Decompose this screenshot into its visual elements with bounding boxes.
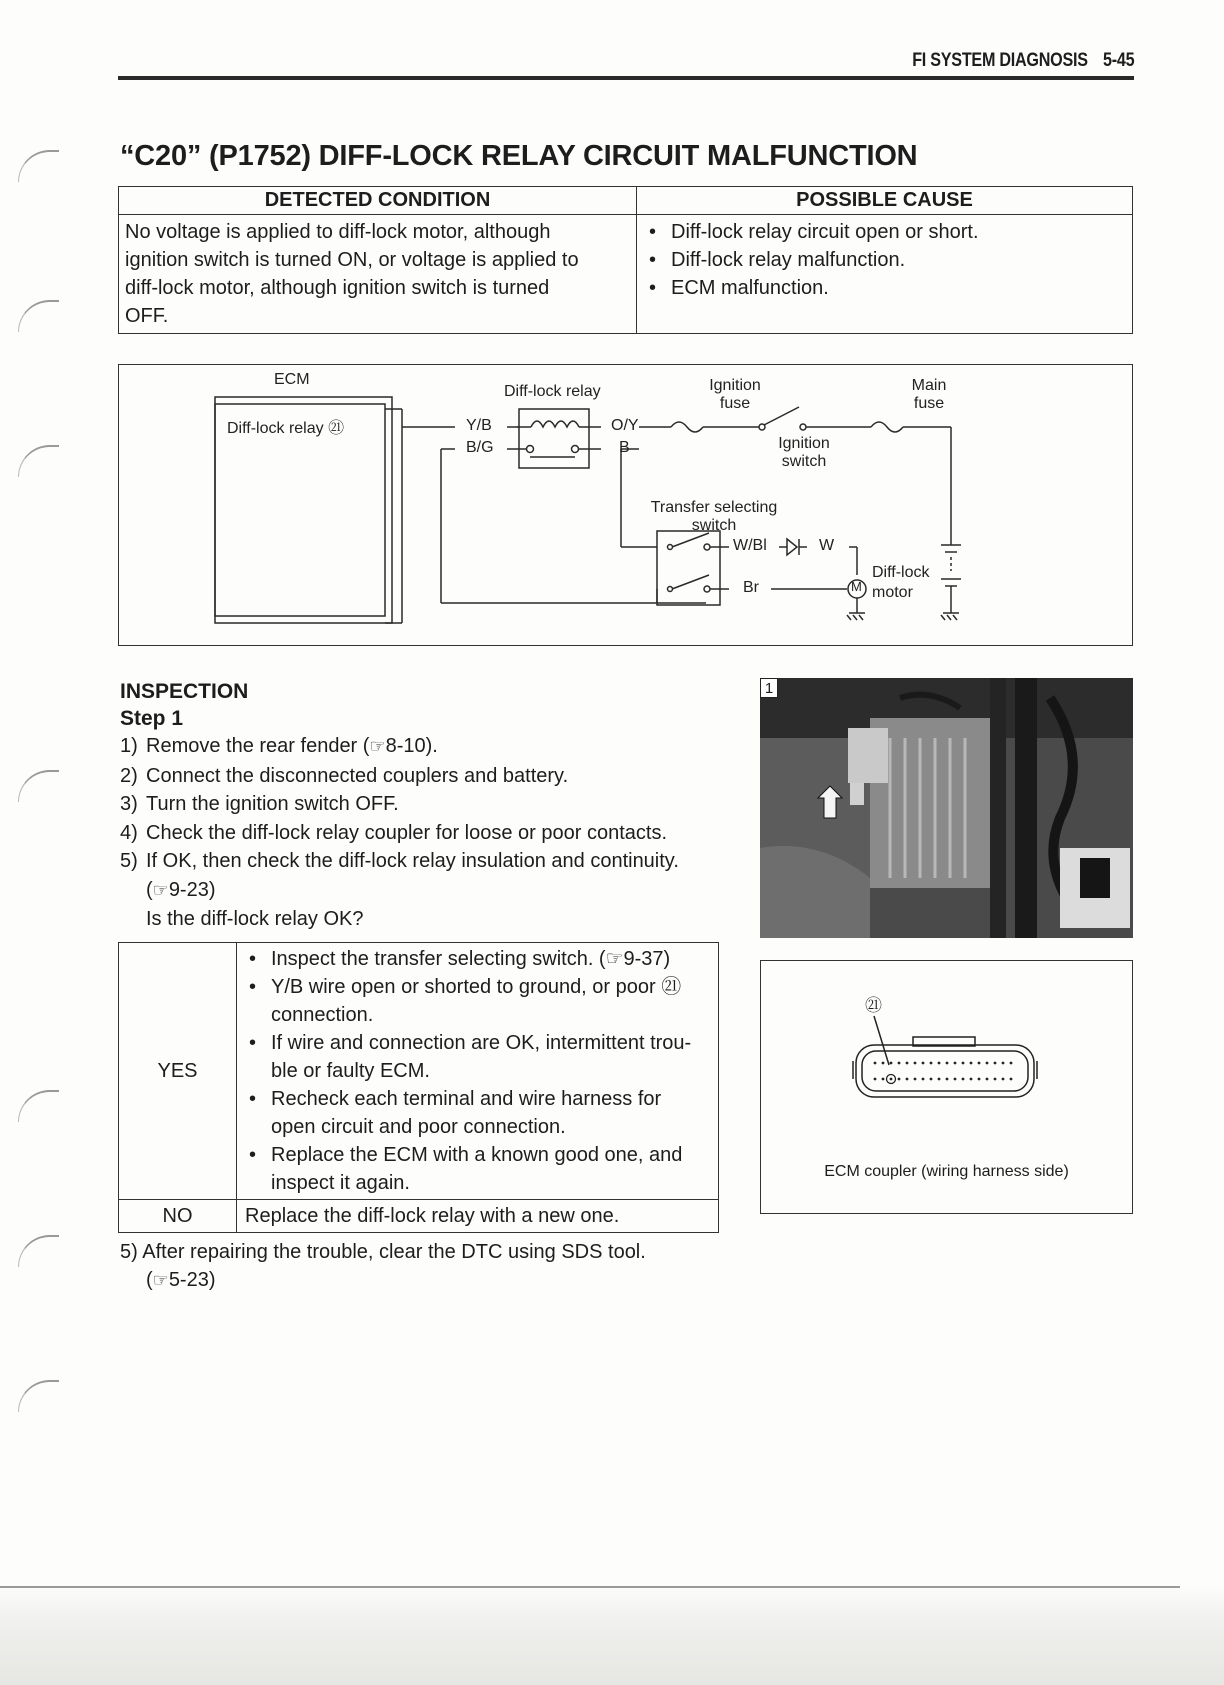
main-fuse-label: Main fuse: [911, 377, 947, 412]
motor-symbol: M: [851, 579, 862, 594]
yes-item: • Recheck each terminal and wire harness for open circuit and poor connection.: [245, 1085, 714, 1141]
yes-item: • Y/B wire open or shorted to ground, or poor ㉑ connection.: [245, 973, 714, 1029]
step-line: 1) Remove the rear fender (☞8-10).: [120, 735, 438, 757]
ecm-relay-terminal-label: Diff-lock relay ㉑: [227, 420, 345, 437]
ignition-fuse-label: Ignition fuse: [709, 377, 761, 412]
header-rule: [118, 76, 1134, 80]
wire-w-label: W: [819, 537, 835, 554]
condition-table: [118, 186, 1133, 334]
page-header: [912, 50, 1134, 72]
possible-cause-header: POSSIBLE CAUSE: [637, 187, 1133, 215]
cause-item: • Diff-lock relay malfunction.: [645, 246, 1126, 274]
terminal-number: ㉑: [865, 996, 882, 1015]
detected-line: ignition switch is turned ON, or voltage is applied to: [125, 249, 579, 271]
detected-condition-cell: [119, 215, 637, 334]
ignition-switch-label: Ignition switch: [778, 435, 830, 470]
scan-mark: [18, 770, 59, 802]
step-line: 5) If OK, then check the diff-lock relay insulation and continuity.: [120, 850, 679, 872]
scan-mark: [18, 1235, 59, 1267]
relay-location-photo: [760, 678, 1133, 938]
detected-line: diff-lock motor, although ignition switch is turned: [125, 277, 550, 299]
step-line: (☞9-23): [146, 878, 216, 901]
cause-item: • Diff-lock relay circuit open or short.: [645, 218, 1126, 246]
book-pointer-icon: ☞: [152, 879, 169, 901]
wire-br-label: Br: [743, 579, 759, 596]
wire-b-label: B: [619, 439, 630, 456]
yes-item: • If wire and connection are OK, intermittent trou- ble or faulty ECM.: [245, 1029, 714, 1085]
inspection-steps: [120, 732, 740, 934]
wire-yb-label: Y/B: [466, 417, 492, 434]
after-repair-note: 5) After repairing the trouble, clear the DTC using SDS tool. (☞5-23): [120, 1241, 646, 1291]
ecm-coupler-figure: [760, 960, 1133, 1214]
scan-mark: [18, 1380, 59, 1412]
scan-edge: [0, 1586, 1180, 1588]
book-pointer-icon: ☞: [152, 1270, 169, 1291]
scan-mark: [18, 150, 59, 182]
book-pointer-icon: ☞: [369, 736, 386, 757]
page-title: “C20” (P1752) DIFF-LOCK RELAY CIRCUIT MALFUNCTION: [120, 140, 918, 172]
cause-item: • ECM malfunction.: [645, 274, 1126, 302]
coupler-caption: ECM coupler (wiring harness side): [824, 1163, 1069, 1180]
coupler-drawing: [761, 961, 1134, 1161]
no-label: NO: [119, 1200, 237, 1233]
photo-tag: 1: [760, 678, 778, 698]
yes-label: YES: [119, 943, 237, 1200]
photo-illustration: [760, 678, 1133, 938]
no-action: Replace the diff-lock relay with a new one.: [237, 1200, 719, 1233]
possible-cause-cell: [637, 215, 1133, 334]
yes-actions: [237, 943, 719, 1200]
page-number: 5-45: [1102, 50, 1134, 71]
scan-shadow: [0, 1585, 1224, 1685]
scan-mark: [18, 300, 59, 332]
wire-bg-label: B/G: [466, 439, 494, 456]
wire-oy-label: O/Y: [611, 417, 639, 434]
detected-line: No voltage is applied to diff-lock motor, although: [125, 221, 551, 243]
step-line: 2) Connect the disconnected couplers and battery.: [120, 764, 569, 787]
yes-item: • Inspect the transfer selecting switch. (☞9-37): [245, 945, 714, 973]
wire-wbl-label: W/Bl: [733, 537, 767, 554]
detected-line: OFF.: [125, 305, 169, 327]
step-line: 3) Turn the ignition switch OFF.: [120, 793, 399, 815]
transfer-switch-label: Transfer selecting switch: [650, 499, 778, 534]
relay-label: Diff-lock relay: [504, 383, 601, 400]
wiring-lines: [119, 365, 1134, 647]
ecm-label: ECM: [274, 371, 310, 388]
detected-condition-header: DETECTED CONDITION: [119, 187, 637, 215]
yes-no-table: [118, 942, 719, 1233]
question-line: Is the diff-lock relay OK?: [146, 908, 364, 930]
wiring-diagram: [118, 364, 1133, 646]
step-heading: Step 1: [120, 707, 184, 730]
inspection-heading: INSPECTION: [120, 680, 249, 703]
scan-mark: [18, 445, 59, 477]
section-title: FI SYSTEM DIAGNOSIS: [911, 50, 1088, 71]
motor-label: Diff-lock motor: [872, 564, 930, 601]
scan-mark: [18, 1090, 59, 1122]
yes-item: • Replace the ECM with a known good one, and inspect it again.: [245, 1141, 714, 1197]
step-line: 4) Check the diff-lock relay coupler for loose or poor contacts.: [120, 821, 667, 844]
